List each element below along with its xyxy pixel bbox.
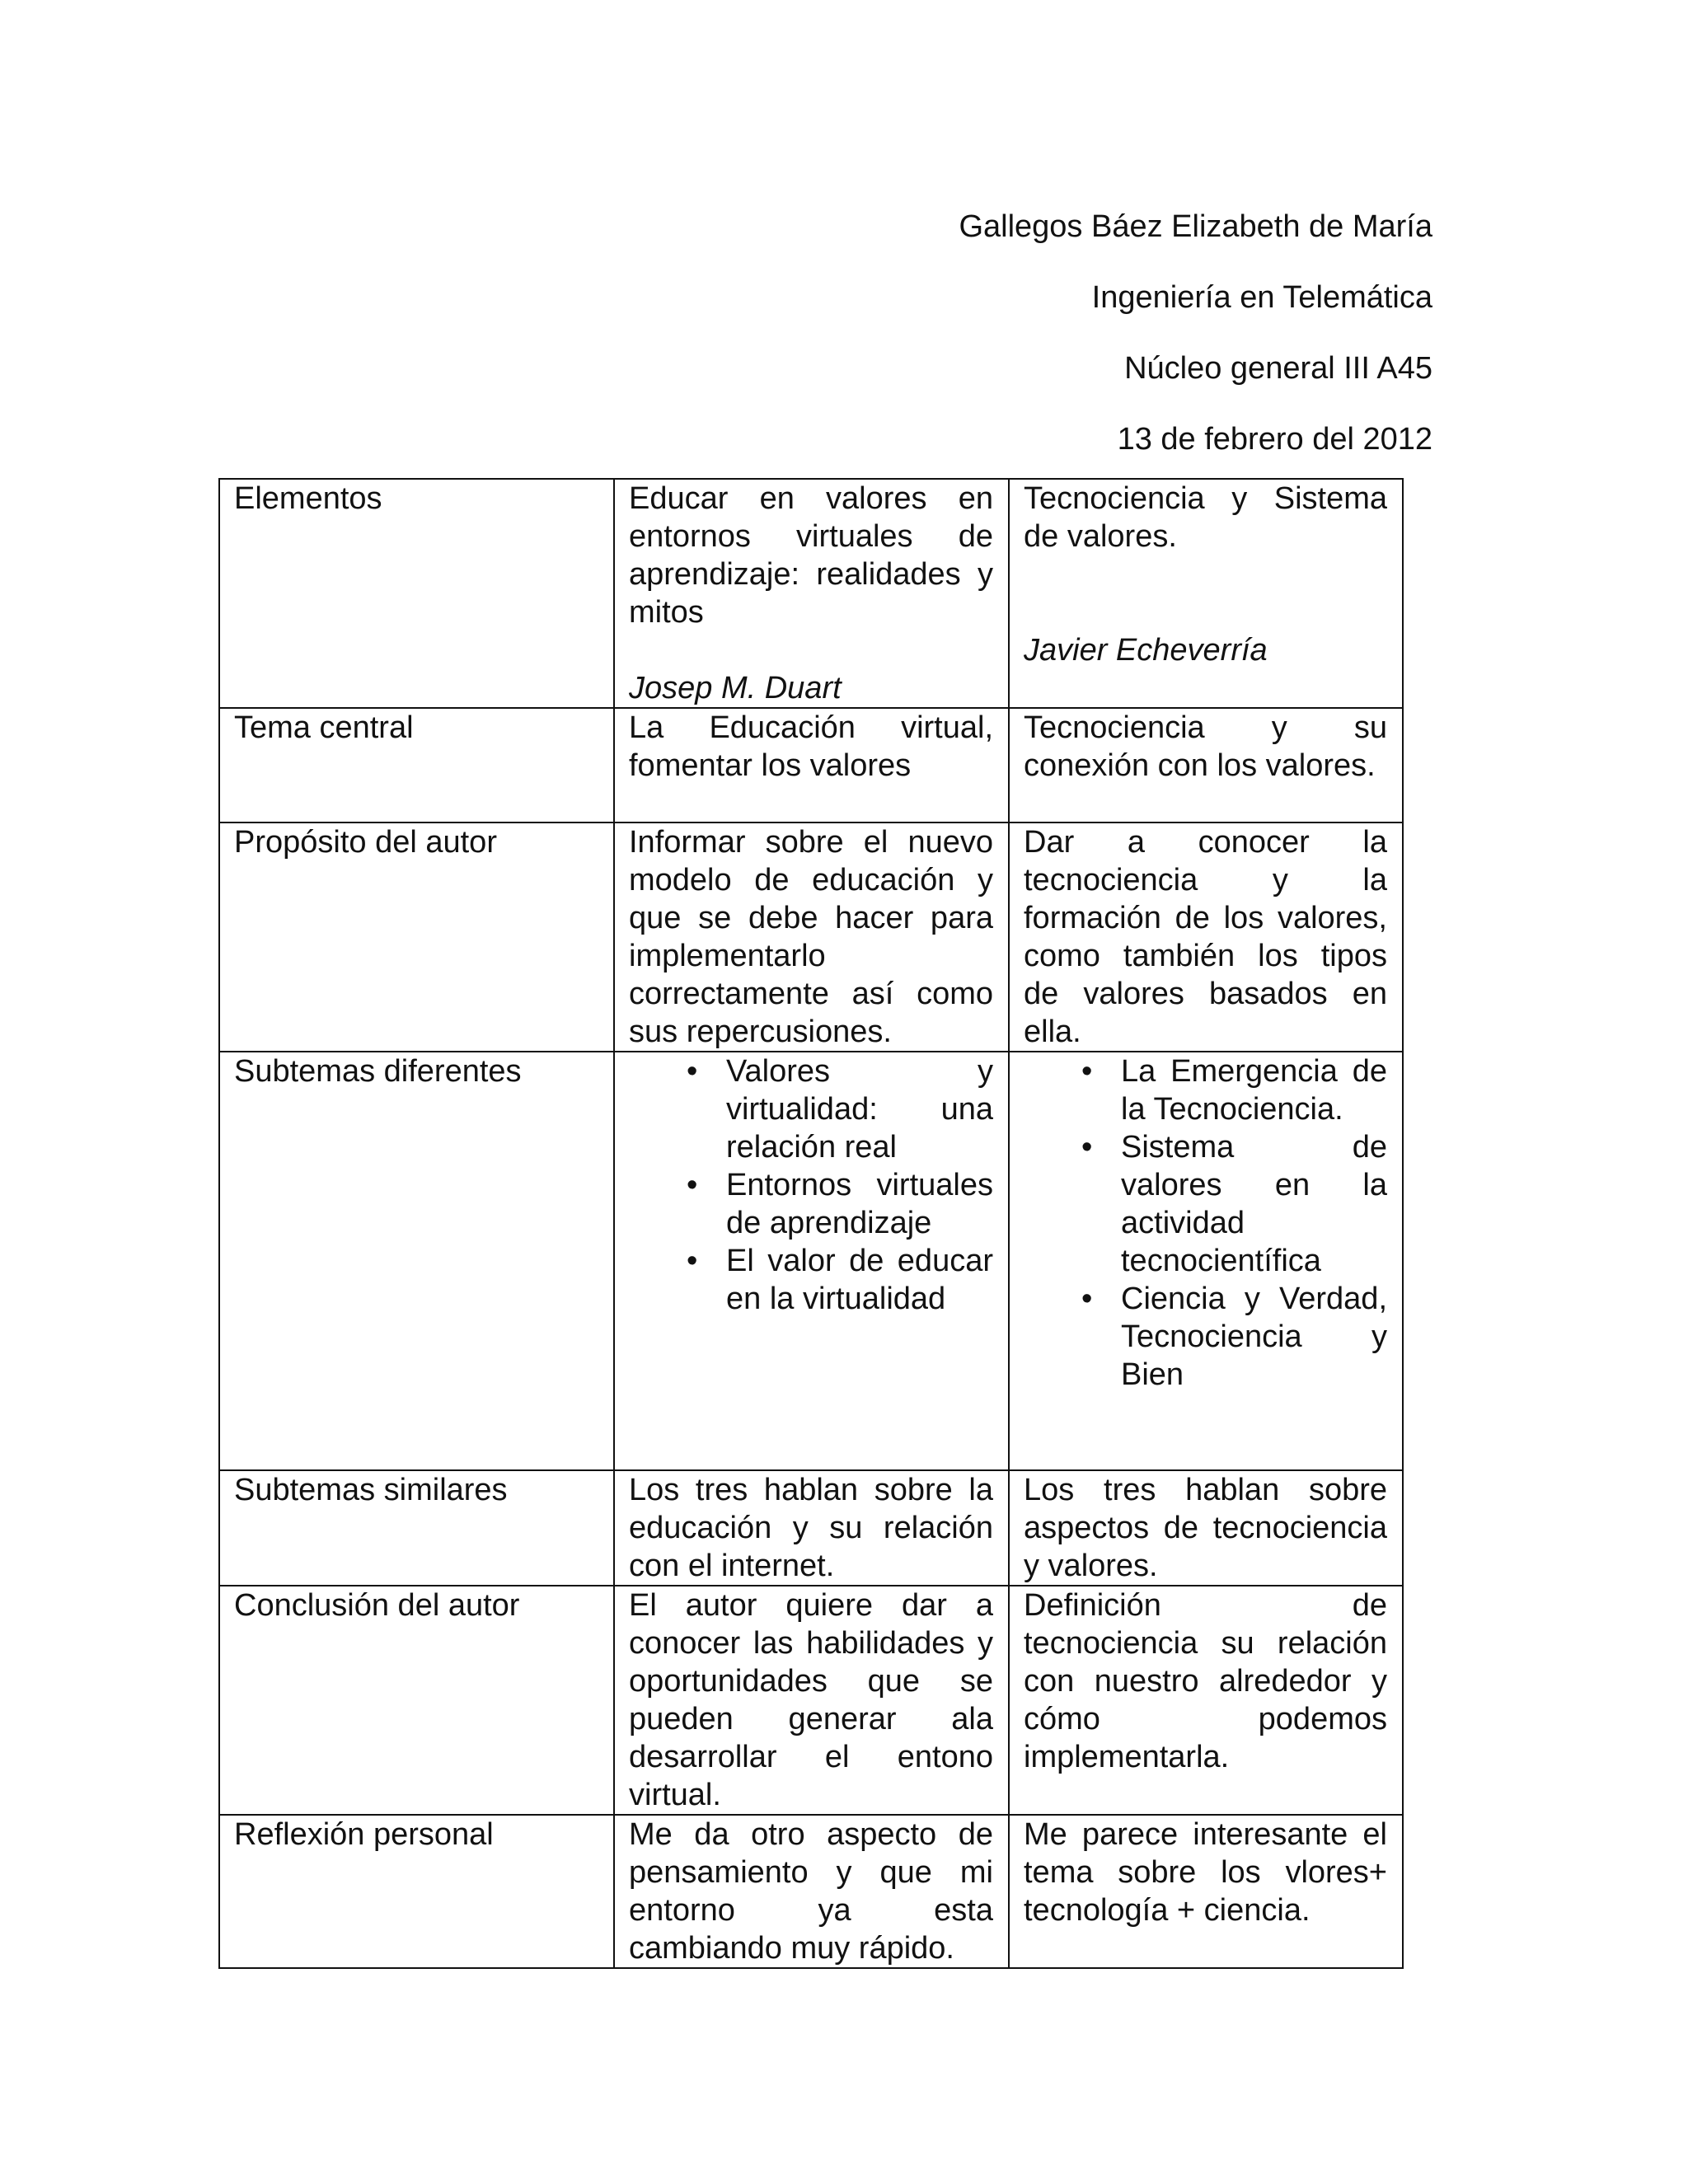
subtopic-list (1024, 1052, 1387, 1394)
table-cell (1009, 1586, 1403, 1815)
table-cell (1009, 479, 1403, 708)
cell-text: Me da otro aspecto de pensamiento y que mi entorno ya esta cambiando muy rápido. (629, 1817, 993, 1966)
subtopic-list (629, 1052, 993, 1318)
list-item: • El valor de educar en la virtualidad (687, 1244, 993, 1316)
list-item: • Ciencia y Verdad, Tecnociencia y Bien (1081, 1282, 1387, 1392)
cell-text: Dar a conocer la tecnociencia y la formación de los valores, como también los tipos de valores basados en ella. (1024, 825, 1387, 1049)
bullet-icon: • (1081, 1130, 1093, 1165)
cell-text: Definición de tecnociencia su relación con nuestro alrededor y cómo podemos implementarla. (1024, 1588, 1387, 1774)
program-name: Ingeniería en Telemática (1091, 280, 1432, 315)
reading-title: Educar en valores en entornos virtuales de aprendizaje: realidades y mitos (629, 481, 993, 630)
bullet-icon: • (687, 1244, 698, 1278)
row-label: Propósito del autor (219, 823, 614, 1052)
table-row (219, 708, 1403, 823)
cell-text: Me parece interesante el tema sobre los vlores+ tecnología + ciencia. (1024, 1817, 1387, 1928)
cell-text: El autor quiere dar a conocer las habilidades y oportunidades que se pueden generar ala desarrollar el entono virtual. (629, 1588, 993, 1812)
cell-text: Los tres hablan sobre aspectos de tecnociencia y valores. (1024, 1473, 1387, 1583)
table-cell (614, 1470, 1009, 1586)
reading-title: Tecnociencia y Sistema de valores. (1024, 481, 1387, 554)
table-cell (614, 1815, 1009, 1968)
reading-author: Javier Echeverría (1024, 633, 1268, 668)
table-row (219, 823, 1403, 1052)
table-cell (1009, 708, 1403, 823)
table-cell (1009, 1052, 1403, 1470)
list-item: • Sistema de valores en la actividad tecnocientífica (1081, 1130, 1387, 1278)
table-cell (1009, 1815, 1403, 1968)
table-cell (614, 1052, 1009, 1470)
table-cell (1009, 1470, 1403, 1586)
row-label: Reflexión personal (219, 1815, 614, 1968)
cell-text: Los tres hablan sobre la educación y su relación con el internet. (629, 1473, 993, 1583)
table-cell (1009, 823, 1403, 1052)
row-label: Tema central (219, 708, 614, 823)
row-label: Conclusión del autor (219, 1586, 614, 1815)
list-item: • Valores y virtualidad: una relación real (687, 1054, 993, 1165)
document-date: 13 de febrero del 2012 (1117, 422, 1432, 457)
document-header (959, 191, 1432, 475)
comparison-table (218, 478, 1404, 1969)
table-row (219, 479, 1403, 708)
bullet-icon: • (687, 1054, 698, 1089)
table-cell (614, 823, 1009, 1052)
row-label: Elementos (219, 479, 614, 708)
cell-text: Tecnociencia y su conexión con los valores. (1024, 710, 1387, 783)
cell-text: La Educación virtual, fomentar los valores (629, 710, 993, 783)
table-row (219, 1052, 1403, 1470)
table-row (219, 1470, 1403, 1586)
table-cell (614, 479, 1009, 708)
row-label: Subtemas similares (219, 1470, 614, 1586)
table-cell (614, 708, 1009, 823)
bullet-icon: • (687, 1168, 698, 1202)
reading-author: Josep M. Duart (629, 671, 842, 705)
row-label: Subtemas diferentes (219, 1052, 614, 1470)
course-name: Núcleo general III A45 (1124, 351, 1432, 386)
table-row (219, 1586, 1403, 1815)
list-item: • Entornos virtuales de aprendizaje (687, 1168, 993, 1240)
bullet-icon: • (1081, 1282, 1093, 1316)
student-name: Gallegos Báez Elizabeth de María (959, 209, 1432, 244)
list-item: • La Emergencia de la Tecnociencia. (1081, 1054, 1387, 1127)
cell-text: Informar sobre el nuevo modelo de educación y que se debe hacer para implementarlo correctamente así como sus repercusiones. (629, 825, 993, 1049)
bullet-icon: • (1081, 1054, 1093, 1089)
table-row (219, 1815, 1403, 1968)
table-cell (614, 1586, 1009, 1815)
